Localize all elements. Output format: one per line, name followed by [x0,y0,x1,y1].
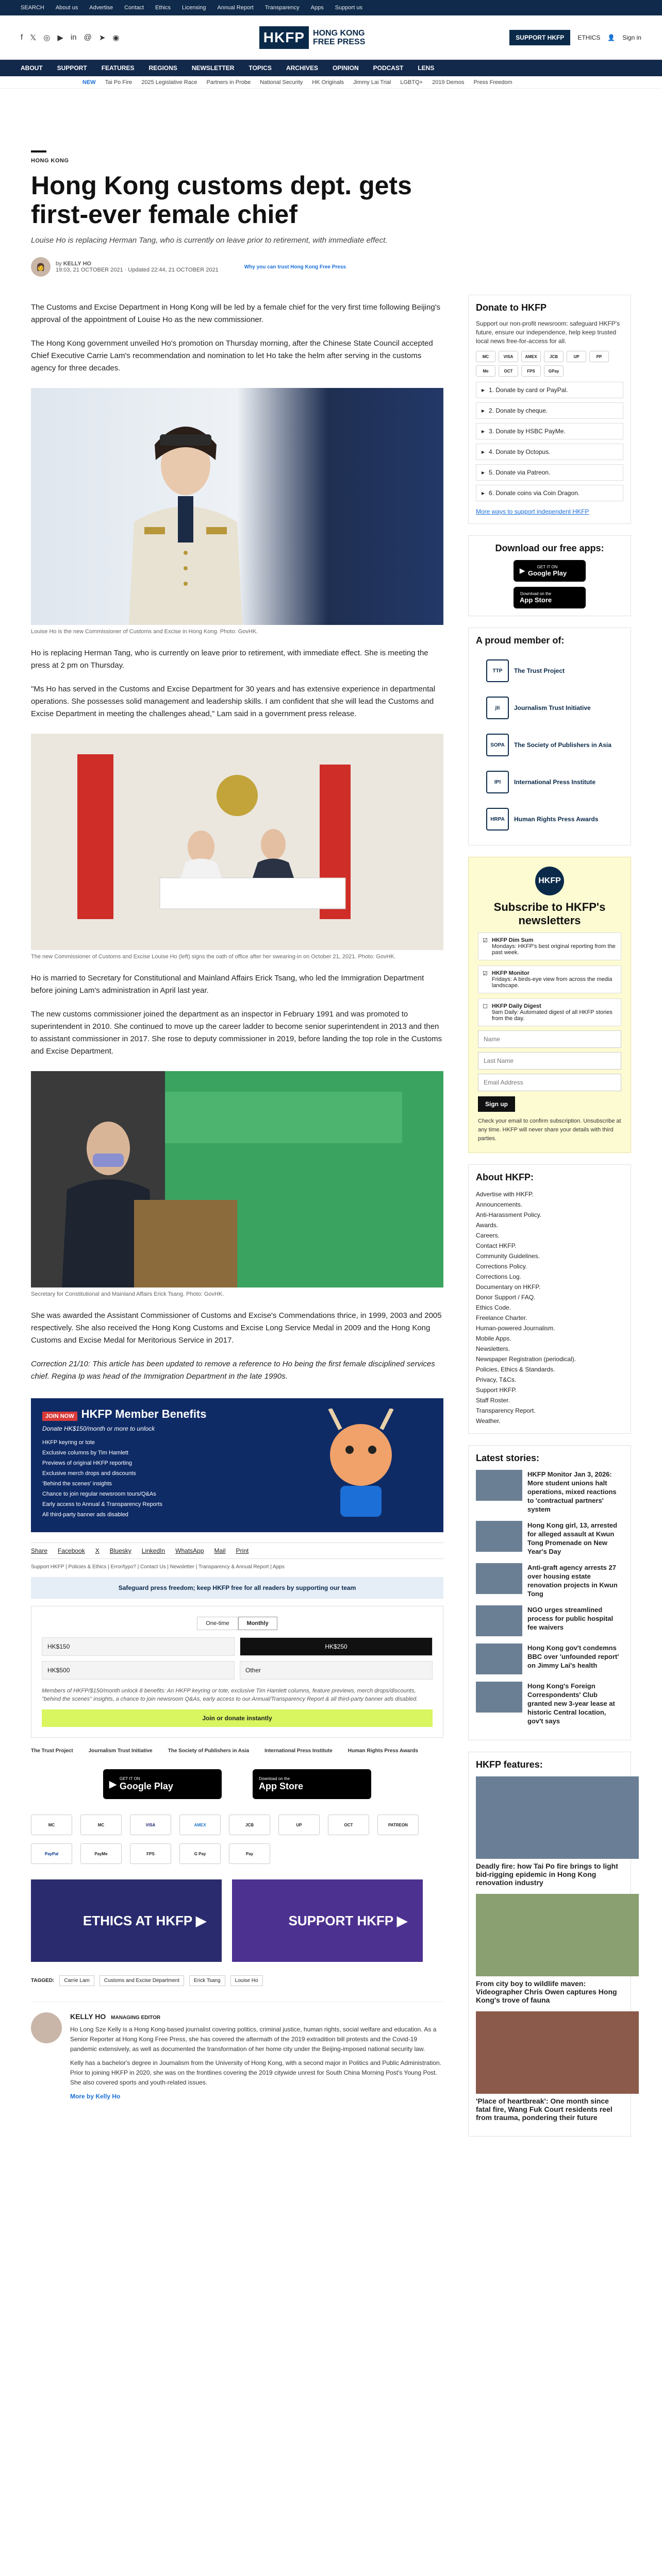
about-title: About HKFP: [476,1172,534,1182]
ceremony-illustration [31,734,443,950]
story-title[interactable]: Hong Kong's Foreign Correspondents' Club granted new 3-year lease at historic Central location, gov't says [527,1682,615,1725]
trust-link[interactable]: Why you can trust Hong Kong Free Press [244,264,346,270]
tag[interactable]: Erick Tsang [189,1975,225,1986]
mastercard-icon: MC [80,1815,122,1835]
trust-project-icon: TTP [486,659,509,682]
about-link[interactable]: Policies, Ethics & Standards. [476,1366,555,1373]
youtube-icon[interactable]: ▶ [57,33,63,42]
tag[interactable]: Customs and Excise Department [100,1975,184,1986]
apps-title: Download our free apps: [495,543,604,553]
share-print[interactable]: Print [236,1547,249,1554]
photo-louise-ho [31,388,443,625]
jti-icon: jti [486,697,509,719]
about-link[interactable]: Corrections Policy. [476,1263,527,1270]
patreon-icon: PATREON [377,1815,419,1835]
about-link[interactable]: Awards. [476,1222,499,1229]
trending-item[interactable]: LGBTQ+ [400,79,423,86]
newsletter-option[interactable]: ☐ HKFP Daily Digest 9am Daily: Automated digest of all HKFP stories from the day. [478,998,621,1026]
transparency-link[interactable]: Transparency [264,5,300,11]
more-ways-link[interactable]: More ways to support independent HKFP [476,508,589,515]
about-link[interactable]: Careers. [476,1232,500,1239]
jcb-icon: JCB [229,1815,270,1835]
about-link[interactable]: Newspaper Registration (periodical). [476,1355,576,1363]
member-item[interactable]: HRPA Human Rights Press Awards [476,801,623,838]
feature-story[interactable] [476,1894,623,2004]
author-name[interactable]: KELLY HO [63,261,92,267]
card-icon: ▸ [482,386,485,394]
member-logo[interactable]: Journalism Trust Initiative [88,1748,153,1754]
google-play-badge[interactable]: ▶ GET IT ON Google Play [514,560,586,582]
donate-note: Members of HKFP/$150/month unlock 8 benefits: An HKFP keyring or tote, exclusive Tim Hamlett columns, feature previews, merch drops/discounts, "behind the scenes" insights, a chance to join newsroom Q&As, early access to our Annual/Transparency Report & all third-party banner ads disabled. [42,1688,418,1702]
press-illustration [31,1071,443,1287]
trending-item[interactable]: Partners in Probe [206,79,251,86]
amex-icon: AMEX [179,1815,221,1835]
latest-story[interactable] [476,1682,623,1725]
feature-thumbnail[interactable] [476,2011,639,2094]
latest-story[interactable] [476,1605,623,1636]
user-icon[interactable]: 👤 [607,33,616,41]
benefits-sub: Donate HK$150/month or more to unlock [42,1425,155,1432]
member-item[interactable]: jti Journalism Trust Initiative [476,689,623,726]
ethics-link[interactable]: ETHICS [577,33,601,41]
nav-support[interactable]: SUPPORT [57,64,87,72]
email-input[interactable] [478,1074,621,1091]
x-icon[interactable]: 𝕏 [30,33,37,42]
benefit-item: 'Behind the scenes' insights [42,1481,112,1487]
mastercard-icon: MC [31,1815,72,1835]
article-title: Hong Kong customs dept. gets first-ever female chief [31,171,412,229]
about-link[interactable]: Advertise with HKFP. [476,1191,534,1198]
last-name-input[interactable] [478,1052,621,1070]
instagram-icon[interactable]: ◎ [43,33,51,42]
nav-opinion[interactable]: OPINION [332,64,359,72]
unionpay-icon: UP [278,1815,320,1835]
nav-about[interactable]: ABOUT [21,64,43,72]
correction-note: Correction 21/10: This article has been updated to remove a reference to Ho being the first female disciplined services chief. Regina Ip was head of the Immigration Department in the late 1990s. [31,1360,435,1381]
trending-label: NEW [82,79,96,86]
octopus-icon: ▸ [482,448,485,455]
logo-mark: HKFP [259,26,309,49]
octopus-icon: OCT [328,1815,369,1835]
jcb-icon: JCB [544,351,564,362]
about-link[interactable]: Ethics Code. [476,1304,511,1311]
gpay-icon: GPay [544,365,564,377]
octopus-icon: OCT [499,365,518,377]
fps-icon: FPS [130,1843,171,1864]
paragraph: "Ms Ho has served in the Customs and Excise Department for 30 years and has extensive experience in departmental operations. She possesses solid management and leadership skills. I am confident that she will lead the Customs and Excise Department in meeting the challenges ahead," Lam said in a government press release. [31,685,436,718]
about-link[interactable]: Anti-Harassment Policy. [476,1211,542,1218]
trending-item[interactable]: 2019 Demos [432,79,465,86]
hkfp-badge-icon: HKFP [535,867,564,895]
nav-archives[interactable]: ARCHIVES [286,64,318,72]
apps-link[interactable]: Apps [310,5,324,11]
author-bio: Ho Long Sze Kelly is a Hong Kong-based journalist covering politics, criminal justice, human rights, social welfare and education. As a Senior Reporter at Hong Kong Free Press, she has covered the aftermath of the 2019 extradition bill protests and the Covid-19 pandemic extensively, as well as documented the transformation of her home city under the Beijing-imposed national security law. [70,2026,437,2053]
latest-story[interactable] [476,1563,623,1598]
unionpay-icon: UP [567,351,586,362]
app-store-badge[interactable]: Download on the App Store [514,587,586,608]
member-benefits-banner[interactable] [31,1398,443,1532]
donate-method[interactable]: ▸ 3. Donate by HSBC PayMe. [476,423,623,439]
payme-icon: ▸ [482,428,485,435]
mascot-deer-icon [309,1409,412,1522]
newsletter-option[interactable]: ☑ HKFP Monitor Fridays: A birds-eye view from across the media landscape. [478,965,621,993]
licensing-link[interactable]: Licensing [182,5,206,11]
story-thumbnail[interactable] [476,1470,522,1501]
site-header [0,15,662,60]
cheque-icon: ▸ [482,407,485,414]
trending-item[interactable]: National Security [260,79,303,86]
annual-report-link[interactable]: Annual Report [217,5,254,11]
main-nav [0,60,662,76]
donate-method[interactable]: ▸ 4. Donate by Octopus. [476,444,623,460]
ipi-icon: IPI [486,771,509,793]
signup-button[interactable]: Sign up [478,1096,515,1112]
feature-title[interactable]: Deadly fire: how Tai Po fire brings to light bid-rigging epidemic in Hong Kong renovation industry [476,1862,618,1887]
member-box [468,628,631,845]
latest-box [468,1445,631,1740]
member-item[interactable]: SOPA The Society of Publishers in Asia [476,726,623,764]
latest-story[interactable] [476,1521,623,1556]
footer-links[interactable]: Support HKFP | Policies & Ethics | Error/typo? | Contact Us | Newsletter | Transparency & Annual Report | Apps [31,1564,285,1570]
about-link[interactable]: Announcements. [476,1201,523,1208]
author-avatar[interactable]: 👩 [31,257,51,277]
trending-item[interactable]: Jimmy Lai Trial [353,79,391,86]
sopa-icon: SOPA [486,734,509,756]
amount-250[interactable]: HK$250 [240,1637,433,1656]
support-hkfp-button[interactable]: SUPPORT HKFP [509,30,570,45]
amount-150[interactable]: HK$150 [42,1637,235,1656]
monthly-toggle[interactable]: Monthly [238,1617,277,1630]
nav-features[interactable]: FEATURES [101,64,135,72]
feature-title[interactable]: From city boy to wildlife maven: Videographer Chris Owen captures Hong Kong's trove of fauna [476,1979,617,2004]
author-photo[interactable] [31,2012,62,2043]
nav-topics[interactable]: TOPICS [249,64,272,72]
story-title[interactable]: HKFP Monitor Jan 3, 2026: More student unions halt operations, mixed reactions to 'contractual partners' system [527,1470,617,1513]
feature-thumbnail[interactable] [476,1894,639,1976]
gpay-icon: G Pay [179,1843,221,1864]
visa-icon: VISA [499,351,518,362]
paragraph: Ho is married to Secretary for Constitutional and Mainland Affairs Erick Tsang, who led the Immigration Department before joining Lam's administration in April last year. [31,974,424,995]
site-logo[interactable] [259,26,370,49]
amount-500[interactable]: HK$500 [42,1661,235,1680]
benefit-item: Exclusive merch drops and discounts [42,1470,136,1477]
telegram-icon[interactable]: ➤ [98,33,106,42]
latest-story[interactable] [476,1470,623,1514]
search-link[interactable]: SEARCH [21,5,44,11]
payme-icon: Me [476,365,495,377]
share-bluesky[interactable]: Bluesky [109,1547,131,1554]
ethics-video-thumb[interactable]: ETHICS AT HKFP ▶ [31,1879,222,1962]
benefit-item: Chance to join regular newsroom tours/Q&As [42,1491,156,1497]
donate-method[interactable]: ▸ 6. Donate coins via Coin Dragon. [476,485,623,501]
about-link[interactable]: Freelance Charter. [476,1314,527,1321]
story-title[interactable]: Anti-graft agency arrests 27 over housing estate renovation projects in Kwun Tong [527,1564,618,1598]
checkbox-icon[interactable]: ☐ [483,1004,488,1010]
trending-bar [0,76,662,89]
tags-row [31,1975,443,1986]
donate-title: Donate to HKFP [476,302,547,313]
about-link[interactable]: Transparency Report. [476,1407,536,1414]
photo-caption: Secretary for Constitutional and Mainland Affairs Erick Tsang. Photo: GovHK. [31,1291,224,1297]
member-logo[interactable]: Human Rights Press Awards [347,1748,418,1754]
app-store-badge[interactable]: Download on the App Store [253,1769,371,1799]
newsletter-note: Check your email to confirm subscription. Unsubscribe at any time. HKFP will never share your details with third parties. [478,1118,621,1142]
benefit-item: Early access to Annual & Transparency Reports [42,1501,162,1507]
contact-link[interactable]: Contact [124,5,144,11]
story-title[interactable]: Hong Kong girl, 13, arrested for alleged assault at Kwun Tong Promenade on New Year's Day [527,1521,618,1555]
linkedin-icon[interactable]: in [70,32,77,42]
patreon-icon: ▸ [482,469,485,476]
kicker-bar [31,150,46,152]
article-category[interactable]: HONG KONG [31,158,69,164]
join-now-badge: JOIN NOW [42,1412,77,1421]
trending-item[interactable]: Press Freedom [473,79,512,86]
benefit-item: Previews of original HKFP reporting [42,1460,133,1466]
about-link[interactable]: Newsletters. [476,1345,510,1352]
author-box-name[interactable]: KELLY HO [70,2012,106,2021]
about-box [468,1164,631,1434]
photo-erick-tsang [31,1071,443,1287]
google-play-badge[interactable]: ▶ GET IT ON Google Play [103,1769,222,1799]
author-box [31,2002,443,2102]
story-title[interactable]: Hong Kong gov't condemns BBC over 'unfounded report' on Jimmy Lai's health [527,1644,619,1669]
nav-regions[interactable]: REGIONS [148,64,177,72]
share-label: Share [31,1547,48,1554]
logo-text: HONG KONG FREE PRESS [313,28,366,46]
feature-story[interactable] [476,1776,623,1887]
donate-box [468,295,631,524]
latest-title: Latest stories: [476,1453,540,1463]
feature-story[interactable] [476,2011,623,2122]
about-link[interactable]: Contact HKFP. [476,1242,517,1249]
donate-method[interactable]: ▸ 1. Donate by card or PayPal. [476,382,623,398]
checkbox-checked-icon[interactable]: ☑ [483,938,488,944]
story-thumbnail[interactable] [476,1682,522,1713]
author-bio: Kelly has a bachelor's degree in Journalism from the University of Hong Kong, with a second major in Politics and Public Administration. Prior to joining HKFP in 2020, she was on the frontlines covering the 2019 citywide unrest for South China Morning Post's Young Post. She also covered sports and youth-related issues. [70,2059,441,2086]
mastercard-icon: MC [476,351,495,362]
nav-lens[interactable]: LENS [418,64,435,72]
benefits-title: HKFP Member Benefits [81,1408,207,1420]
newsletter-option[interactable]: ☑ HKFP Dim Sum Mondays: HKFP's best original reporting from the past week. [478,933,621,960]
more-by-author-link[interactable]: More by Kelly Ho [70,2093,121,2100]
amount-other[interactable]: Other [240,1661,433,1680]
about-link[interactable]: Mobile Apps. [476,1335,511,1342]
member-item[interactable]: TTP The Trust Project [476,652,623,689]
donate-text: Support our non-profit newsroom: safeguard HKFP's future, ensure our independence, help keep trusted local news free-for-access for all. [476,320,620,345]
donate-method[interactable]: ▸ 5. Donate via Patreon. [476,464,623,481]
about-link[interactable]: Documentary on HKFP. [476,1283,541,1291]
member-logo[interactable]: The Society of Publishers in Asia [168,1748,250,1754]
article-column [31,89,443,2102]
donate-method[interactable]: ▸ 2. Donate by cheque. [476,402,623,419]
threads-icon[interactable]: @ [84,32,92,42]
ethics-link[interactable]: Ethics [155,5,171,11]
applepay-icon: Pay [229,1843,270,1864]
checkbox-checked-icon[interactable]: ☑ [483,971,488,977]
paragraph: The Hong Kong government unveiled Ho's promotion on Thursday morning, after the Chinese State Council accepted Chief Executive Carrie Lam's recommendation and nomination to let Ho take the helm after serving in the customs agency for three decades. [31,339,433,372]
about-link[interactable]: Human-powered Journalism. [476,1325,555,1332]
tag[interactable]: Carrie Lam [59,1975,94,1986]
story-title[interactable]: NGO urges streamlined process for public hospital fee waivers [527,1606,614,1631]
share-bar [31,1543,443,1559]
newsletter-box [468,857,631,1153]
about-link[interactable]: Corrections Log. [476,1273,522,1280]
tag[interactable]: Louise Ho [230,1975,263,1986]
join-button[interactable]: Join or donate instantly [42,1709,433,1727]
signin-link[interactable]: Sign in [622,33,641,41]
share-facebook[interactable]: Facebook [58,1547,85,1554]
features-title: HKFP features: [476,1759,543,1770]
article-lede: Louise Ho is replacing Herman Tang, who is currently on leave prior to retirement, with immediate effect. [31,236,388,245]
one-time-toggle[interactable]: One-time [197,1617,238,1630]
about-link[interactable]: Donor Support / FAQ. [476,1294,536,1301]
amex-icon: AMEX [521,351,541,362]
paypal-icon: PP [589,351,609,362]
photo-caption: Louise Ho is the new Commissioner of Customs and Excise in Hong Kong. Photo: GovHK. [31,629,258,635]
publish-date: 19:03, 21 OCTOBER 2021 · Updated 22:44, 21 OCTOBER 2021 [56,267,219,273]
top-utility-bar [0,0,662,15]
story-thumbnail[interactable] [476,1643,522,1674]
about-link[interactable]: About us [55,5,78,11]
photo-caption: The new Commissioner of Customs and Excise Louise Ho (left) signs the oath of office after her swearing-in on October 21, 2021. Photo: GovHK. [31,954,396,960]
feature-thumbnail[interactable] [476,1776,639,1859]
support-link[interactable]: Support us [335,5,362,11]
trending-item[interactable]: HK Originals [312,79,344,86]
social-icons [21,33,120,42]
tags-label: TAGGED: [31,1978,55,1984]
about-link[interactable]: Community Guidelines. [476,1252,540,1260]
support-video-thumb[interactable]: SUPPORT HKFP ▶ [232,1879,423,1962]
payme-icon: PayMe [80,1843,122,1864]
story-thumbnail[interactable] [476,1605,522,1636]
paragraph: The new customs commissioner joined the department as an inspector in February 1991 and was promoted to superintendent in 2010. She continued to move up the career ladder to become senior superintendent in 2013 and then to assistant commissioner in 2017. She rose to deputy commissioner in 2019, before landing the top role in the Customs and Excise Department. [31,1010,442,1056]
photo-swearing-in [31,734,443,950]
portrait-illustration [31,388,443,625]
member-title: A proud member of: [476,635,565,646]
rss-icon[interactable]: ◉ [112,33,120,42]
about-link[interactable]: Staff Roster. [476,1397,510,1404]
share-whatsapp[interactable]: WhatsApp [175,1547,204,1554]
name-input[interactable] [478,1030,621,1048]
paragraph: Ho is replacing Herman Tang, who is currently on leave prior to retirement, with immediate effect. She is meeting the press at 2 pm on Thursday. [31,649,428,670]
nav-podcast[interactable]: PODCAST [373,64,404,72]
member-logos-strip [31,1748,443,1754]
sidebar [468,89,631,2148]
hrpa-icon: HRPA [486,808,509,831]
latest-story[interactable] [476,1643,623,1674]
paragraph: She was awarded the Assistant Commissioner of Customs and Excise's Commendations thrice, in 1999, 2003 and 2005 respectively. She also received the Hong Kong Customs and Excise Long Service Medal in 2009 and the Hong Kong Customs and Excise Medal for Meritorious Service in 2017. [31,1311,442,1345]
story-thumbnail[interactable] [476,1563,522,1594]
apps-box [468,535,631,616]
share-mail[interactable]: Mail [214,1547,226,1554]
advertise-link[interactable]: Advertise [89,5,113,11]
about-link[interactable]: Weather. [476,1417,501,1425]
payment-logos [31,1815,443,1864]
author-role: MANAGING EDITOR [111,2015,161,2021]
paypal-icon: PayPal [31,1843,72,1864]
trending-item[interactable]: Tai Po Fire [105,79,133,86]
member-item[interactable]: IPI International Press Institute [476,764,623,801]
safeguard-banner[interactable]: Safeguard press freedom; keep HKFP free for all readers by supporting our team [31,1577,443,1599]
about-link[interactable]: Privacy, T&Cs. [476,1376,517,1383]
features-box [468,1752,631,2137]
benefit-item: HKFP keyring or tote [42,1439,95,1446]
paragraph: The Customs and Excise Department in Hong Kong will be led by a female chief for the very first time following Beijing's approval of the appointment of Louise Ho as the new commissioner. [31,303,441,324]
fps-icon: FPS [521,365,541,377]
visa-icon: VISA [130,1815,171,1835]
trending-item[interactable]: 2025 Legislative Race [141,79,197,86]
story-thumbnail[interactable] [476,1521,522,1552]
donate-widget [31,1606,443,1738]
share-x[interactable]: X [95,1547,100,1554]
nav-newsletter[interactable]: NEWSLETTER [191,64,235,72]
share-linkedin[interactable]: LinkedIn [141,1547,166,1554]
coin-icon: ▸ [482,489,485,497]
about-link[interactable]: Support HKFP. [476,1386,517,1394]
facebook-icon[interactable]: f [21,32,23,42]
benefit-item: All third-party banner ads disabled [42,1512,128,1518]
byline: 👩 by KELLY HO 19:03, 21 OCTOBER 2021 · Updated 22:44, 21 OCTOBER 2021 Why you can trust Hong Kong Free Press [31,257,443,277]
benefit-item: Exclusive columns by Tim Hamlett [42,1450,128,1456]
newsletter-title: Subscribe to HKFP's newsletters [493,901,606,927]
member-logo[interactable]: The Trust Project [31,1748,73,1754]
member-logo[interactable]: International Press Institute [264,1748,333,1754]
feature-title[interactable]: 'Place of heartbreak': One month since fatal fire, Wang Fuk Court residents reel from trauma, pondering their future [476,2097,613,2122]
